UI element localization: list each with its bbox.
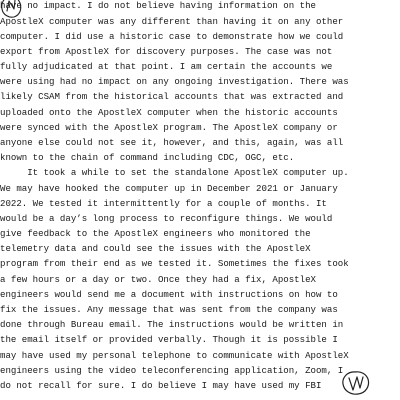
text-line-9: were synced with the ApostleX program. The ApostleX company or [0,122,338,133]
text-line-2: ApostleX computer was any different than having it on any other [0,16,344,27]
text-line-16: give feedback to the ApostleX engineers who monitored the [0,228,311,239]
text-line-15: would be a day’s long process to reconfigure things. We would [0,213,333,224]
text-line-5: fully adjudicated at that point. I am certain the accounts we [0,61,333,72]
text-line-3: computer. I did use a historic case to demonstrate how we could [0,31,344,42]
text-line-19: a few hours or a day or two. Once they had a fix, ApostleX [0,274,316,285]
text-line-21: fix the issues. Any message that was sent from the company was [0,304,338,315]
text-line-24: may have used my personal telephone to communicate with ApostleX [0,350,349,361]
handwritten-initials-bottom [339,369,373,397]
text-line-4: export from ApostleX for discovery purposes. The case was not [0,46,333,57]
text-line-25: engineers using the video teleconferencing application, Zoom, I [0,365,344,376]
text-line-14: 2022. We tested it intermittently for a couple of months. It [0,198,327,209]
text-line-20: engineers would send me a document with instructions on how to [0,289,338,300]
text-line-22: done through Bureau email. The instructions would be written in [0,319,344,330]
text-line-8: uploaded onto the ApostleX computer when the historic accounts [0,107,338,118]
text-line-23: the email itself or provided verbally. Though it is possible I [0,334,338,345]
text-line-7: likely CSAM from the historical accounts that was extracted and [0,91,344,102]
text-line-11: known to the chain of command including CDC, OGC, etc. [0,152,295,163]
text-line-10: anyone else could not see it, however, and this, again, was all [0,137,344,148]
text-line-13: We may have hooked the computer up in December 2021 or January [0,183,338,194]
text-line-1: have no impact. I do not believe having information on the [0,0,316,11]
text-line-26: do not recall for sure. I do believe I may have used my FBI [0,380,322,391]
text-line-18: program from their end as we tested it. Sometimes the fixes took [0,258,349,269]
text-line-6: were using had no impact on any ongoing investigation. There was [0,76,349,87]
text-line-12: It took a while to set the standalone ApostleX computer up. [0,167,349,178]
text-line-17: telemetry data and could see the issues with the ApostleX [0,243,311,254]
